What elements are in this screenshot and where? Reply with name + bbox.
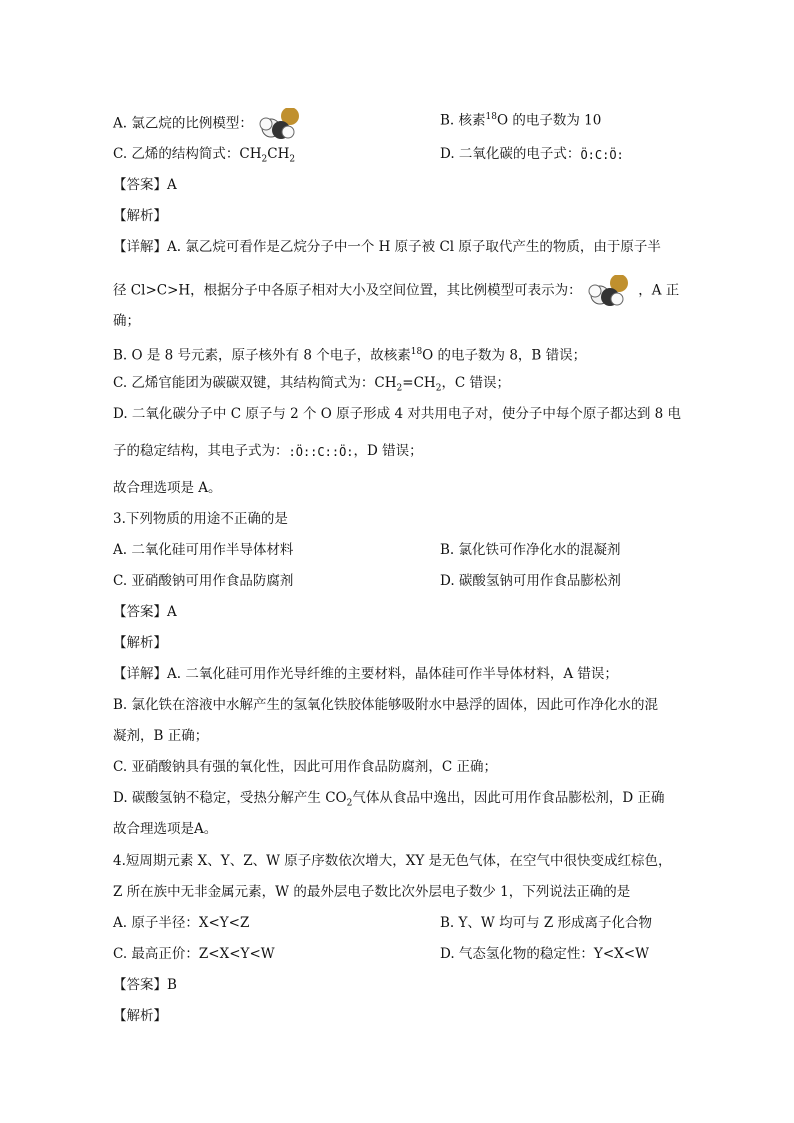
q3-detail-c: C. 亚硝酸钠具有强的氧化性，因此可用作食品防腐剂，C 正确； bbox=[113, 759, 498, 775]
co2-lewis-formula-2: :Ö::C::Ö: bbox=[288, 444, 354, 459]
q3-option-b: B. 氯化铁可作净化水的混凝剂 bbox=[440, 542, 621, 558]
q2-option-a: A. 氯乙烷的比例模型： bbox=[113, 108, 305, 140]
q2-detail-b: B. O 是 8 号元素，原子核外有 8 个电子，故核素$^{18}$O 的电子数为 8，B 错误； bbox=[113, 347, 587, 364]
q3-option-a: A. 二氧化硅可用作半导体材料 bbox=[113, 542, 294, 558]
q2-analysis-heading: 【解析】 bbox=[113, 208, 167, 224]
chloroethane-model-icon bbox=[257, 108, 305, 140]
q3-question: 3.下列物质的用途不正确的是 bbox=[113, 511, 288, 527]
q3-detail-d: D. 碳酸氢钠不稳定，受热分解产生 $CO_2$气体从食品中逸出，因此可用作食品膨松剂，D 正确 bbox=[113, 790, 665, 809]
q4-question-line1: 4.短周期元素 X、Y、Z、W 原子序数依次增大，XY 是无色气体，在空气中很快变成红棕色， bbox=[113, 853, 672, 869]
q2-detail-d-line2: 子的稳定结构，其电子式为：:Ö::C::Ö:，D 错误； bbox=[113, 443, 423, 459]
q2-conclusion: 故合理选项是 A。 bbox=[113, 480, 222, 496]
q2-detail-a-line2: 径 Cl>C>H，根据分子中各原子相对大小及空间位置，其比例模型可表示为： ，A 正 bbox=[113, 275, 679, 307]
q2-answer: 【答案】A bbox=[113, 177, 177, 193]
q3-conclusion: 故合理选项是A。 bbox=[113, 821, 218, 837]
q4-option-a: A. 原子半径：X<Y<Z bbox=[113, 915, 250, 931]
q2-detail-a-line3: 确； bbox=[113, 313, 140, 329]
q3-option-d: D. 碳酸氢钠可用作食品膨松剂 bbox=[440, 573, 621, 589]
q2-detail-c: C. 乙烯官能团为碳碳双键，其结构简式为：$CH_2=CH_2$，C 错误； bbox=[113, 375, 511, 394]
q3-analysis-heading: 【解析】 bbox=[113, 635, 167, 651]
chloroethane-model-icon-2 bbox=[586, 275, 634, 307]
q2-detail-d-line1: D. 二氧化碳分子中 C 原子与 2 个 O 原子形成 4 对共用电子对，使分子中每个原子都达到 8 电 bbox=[113, 406, 682, 422]
q4-option-b: B. Y、W 均可与 Z 形成离子化合物 bbox=[440, 915, 653, 931]
q2-option-b: B. 核素$^{18}$O 的电子数为 10 bbox=[440, 112, 602, 129]
q2-option-d: D. 二氧化碳的电子式：Ö:C:Ö: bbox=[440, 146, 624, 162]
q3-detail-b-line2: 凝剂，B 正确； bbox=[113, 728, 209, 744]
q4-answer: 【答案】B bbox=[113, 977, 177, 993]
q4-option-d: D. 气态氢化物的稳定性：Y<X<W bbox=[440, 946, 649, 962]
q3-option-c: C. 亚硝酸钠可用作食品防腐剂 bbox=[113, 573, 294, 589]
q3-answer: 【答案】A bbox=[113, 604, 177, 620]
q3-detail-a: 【详解】A. 二氧化硅可用作光导纤维的主要材料，晶体硅可作半导体材料，A 错误； bbox=[113, 666, 618, 682]
q2-option-c: C. 乙烯的结构简式：$CH_2CH_2$ bbox=[113, 146, 296, 165]
q4-analysis-heading: 【解析】 bbox=[113, 1008, 167, 1024]
q2-detail-a-line1: 【详解】A. 氯乙烷可看作是乙烷分子中一个 H 原子被 Cl 原子取代产生的物质，由于原子半 bbox=[113, 239, 661, 255]
q4-question-line2: Z 所在族中无非金属元素，W 的最外层电子数比次外层电子数少 1，下列说法正确的是 bbox=[113, 884, 631, 900]
q4-option-c: C. 最高正价：Z<X<Y<W bbox=[113, 946, 275, 962]
co2-lewis-formula: Ö:C:Ö: bbox=[580, 147, 624, 162]
q3-detail-b-line1: B. 氯化铁在溶液中水解产生的氢氧化铁胶体能够吸附水中悬浮的固体，因此可作净化水的混 bbox=[113, 697, 659, 713]
